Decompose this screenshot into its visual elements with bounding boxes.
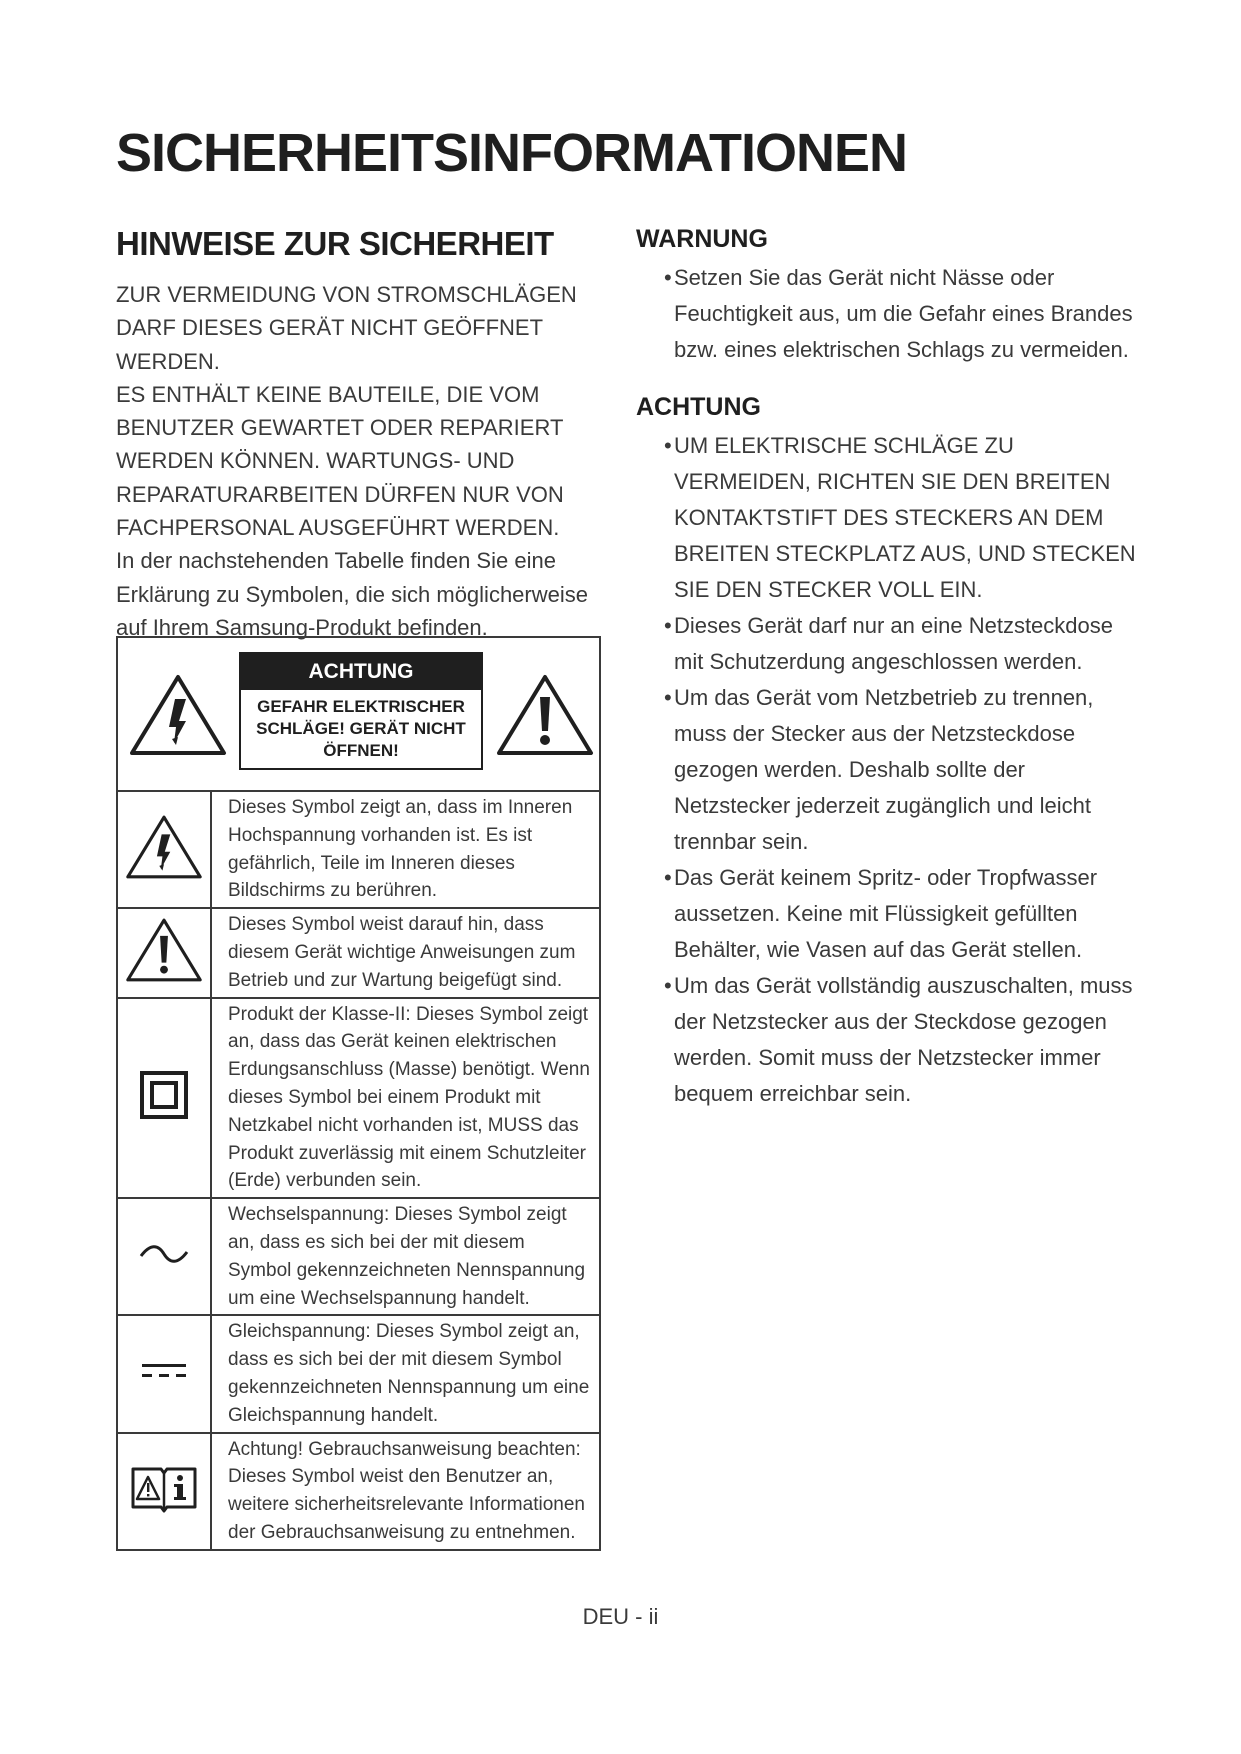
achtung-box-title: ACHTUNG bbox=[241, 654, 481, 690]
alternating-current-icon bbox=[138, 1253, 190, 1270]
table-header-row bbox=[117, 637, 600, 791]
high-voltage-warning-icon bbox=[128, 673, 228, 762]
bullet-icon: • bbox=[664, 865, 672, 890]
table-row bbox=[117, 998, 600, 1199]
list-item bbox=[636, 608, 1136, 680]
list-item-text: Setzen Sie das Gerät nicht Nässe oder Feuchtigkeit aus, um die Gefahr eines Brandes bzw. eines elektrischen Schlags zu vermeiden. bbox=[674, 265, 1133, 362]
table-description: Achtung! Gebrauchsanweisung beachten: Dieses Symbol weist den Benutzer an, weitere sicherheitsrelevante Informationen der Gebrauchsanweisung zu entnehmen. bbox=[211, 1433, 600, 1550]
list-item-text: UM ELEKTRISCHE SCHLÄGE ZU VERMEIDEN, RICHTEN SIE DEN BREITEN KONTAKTSTIFT DES STECKERS AN DEM BREITEN STECKPLATZ AUS, UND STECKEN SIE DEN STECKER VOLL EIN. bbox=[674, 433, 1136, 602]
left-column bbox=[116, 222, 616, 644]
table-icon-cell bbox=[117, 998, 211, 1199]
table-row bbox=[117, 1433, 600, 1550]
warnung-list bbox=[636, 260, 1136, 368]
table-icon-cell bbox=[117, 1198, 211, 1315]
table-description: Dieses Symbol weist darauf hin, dass diesem Gerät wichtige Anweisungen zum Betrieb und zur Wartung beigefügt sind. bbox=[211, 908, 600, 997]
table-description: Dieses Symbol zeigt an, dass im Inneren Hochspannung vorhanden ist. Es ist gefährlich, Teile im Inneren dieses Bildschirms zu berühren. bbox=[211, 791, 600, 908]
list-item-text: Um das Gerät vollständig auszuschalten, muss der Netzstecker aus der Steckdose gezogen werden. Somit muss der Netzstecker immer bequem erreichbar sein. bbox=[674, 973, 1133, 1106]
list-item bbox=[636, 428, 1136, 608]
list-item bbox=[636, 860, 1136, 968]
table-description: Gleichspannung: Dieses Symbol zeigt an, dass es sich bei der mit diesem Symbol gekennzeichneten Nennspannung um eine Gleichspannung handelt. bbox=[211, 1315, 600, 1432]
list-item-text: Das Gerät keinem Spritz- oder Tropfwasser aussetzen. Keine mit Flüssigkeit gefüllten Behälter, wie Vasen auf das Gerät stellen. bbox=[674, 865, 1098, 962]
table-row bbox=[117, 1198, 600, 1315]
bullet-icon: • bbox=[664, 685, 672, 710]
right-column bbox=[636, 222, 1136, 1112]
read-manual-icon bbox=[129, 1502, 199, 1519]
table-icon-cell bbox=[117, 1433, 211, 1550]
list-item bbox=[636, 680, 1136, 860]
list-item-text: Dieses Gerät darf nur an eine Netzsteckdose mit Schutzerdung angeschlossen werden. bbox=[674, 613, 1114, 674]
bullet-icon: • bbox=[664, 973, 672, 998]
warnung-heading: WARNUNG bbox=[636, 225, 768, 253]
table-row bbox=[117, 908, 600, 997]
achtung-box-text: GEFAHR ELEKTRISCHER SCHLÄGE! GERÄT NICHT ÖFFNEN! bbox=[256, 697, 466, 760]
list-item bbox=[636, 968, 1136, 1112]
list-item-text: Um das Gerät vom Netzbetrieb zu trennen, muss der Stecker aus der Netzsteckdose gezogen werden. Deshalb sollte der Netzstecker jederzeit zugänglich und leicht trennbar sein. bbox=[674, 685, 1094, 854]
achtung-heading: ACHTUNG bbox=[636, 393, 761, 421]
section-heading-hinweise: HINWEISE ZUR SICHERHEIT bbox=[116, 225, 554, 262]
bullet-icon: • bbox=[664, 613, 672, 638]
intro-paragraph-3: In der nachstehenden Tabelle finden Sie eine Erklärung zu Symbolen, die sich möglicherweise auf Ihrem Samsung-Produkt befinden. bbox=[116, 548, 588, 640]
table-row bbox=[117, 791, 600, 908]
page-number: DEU - ii bbox=[582, 1604, 659, 1629]
table-description: Produkt der Klasse-II: Dieses Symbol zeigt an, dass das Gerät keinen elektrischen Erdungsanschluss (Masse) benötigt. Wenn dieses Symbol bei einem Produkt mit Netzkabel nicht vorhanden ist, MUSS das Produkt zuverlässig mit einem Schutzleiter (Erde) verbunden sein. bbox=[211, 998, 600, 1199]
table-header-cell bbox=[117, 637, 600, 791]
intro-text bbox=[116, 278, 616, 644]
achtung-warning-box bbox=[239, 652, 483, 770]
intro-paragraph-1: ZUR VERMEIDUNG VON STROMSCHLÄGEN DARF DIESES GERÄT NICHT GEÖFFNET WERDEN. bbox=[116, 282, 577, 374]
direct-current-icon bbox=[140, 1369, 188, 1386]
table-row bbox=[117, 1315, 600, 1432]
page-title: SICHERHEITSINFORMATIONEN bbox=[116, 123, 908, 183]
exclamation-warning-icon bbox=[495, 673, 595, 762]
table-description: Wechselspannung: Dieses Symbol zeigt an, dass es sich bei der mit diesem Symbol gekennzeichneten Nennspannung um eine Wechselspannung handelt. bbox=[211, 1198, 600, 1315]
table-icon-cell bbox=[117, 791, 211, 908]
intro-paragraph-2: ES ENTHÄLT KEINE BAUTEILE, DIE VOM BENUTZER GEWARTET ODER REPARIERT WERDEN KÖNNEN. WARTUNGS- UND REPARATURARBEITEN DÜRFEN NUR VON FACHPERSONAL AUSGEFÜHRT WERDEN. bbox=[116, 381, 564, 541]
table-icon-cell bbox=[117, 1315, 211, 1432]
exclamation-warning-icon bbox=[123, 970, 205, 987]
double-insulation-icon bbox=[139, 1107, 189, 1124]
table-icon-cell bbox=[117, 908, 211, 997]
achtung-list bbox=[636, 428, 1136, 1112]
bullet-icon: • bbox=[664, 265, 672, 290]
high-voltage-warning-icon bbox=[123, 867, 205, 884]
bullet-icon: • bbox=[664, 433, 672, 458]
list-item bbox=[636, 260, 1136, 368]
symbol-table bbox=[116, 636, 601, 1551]
